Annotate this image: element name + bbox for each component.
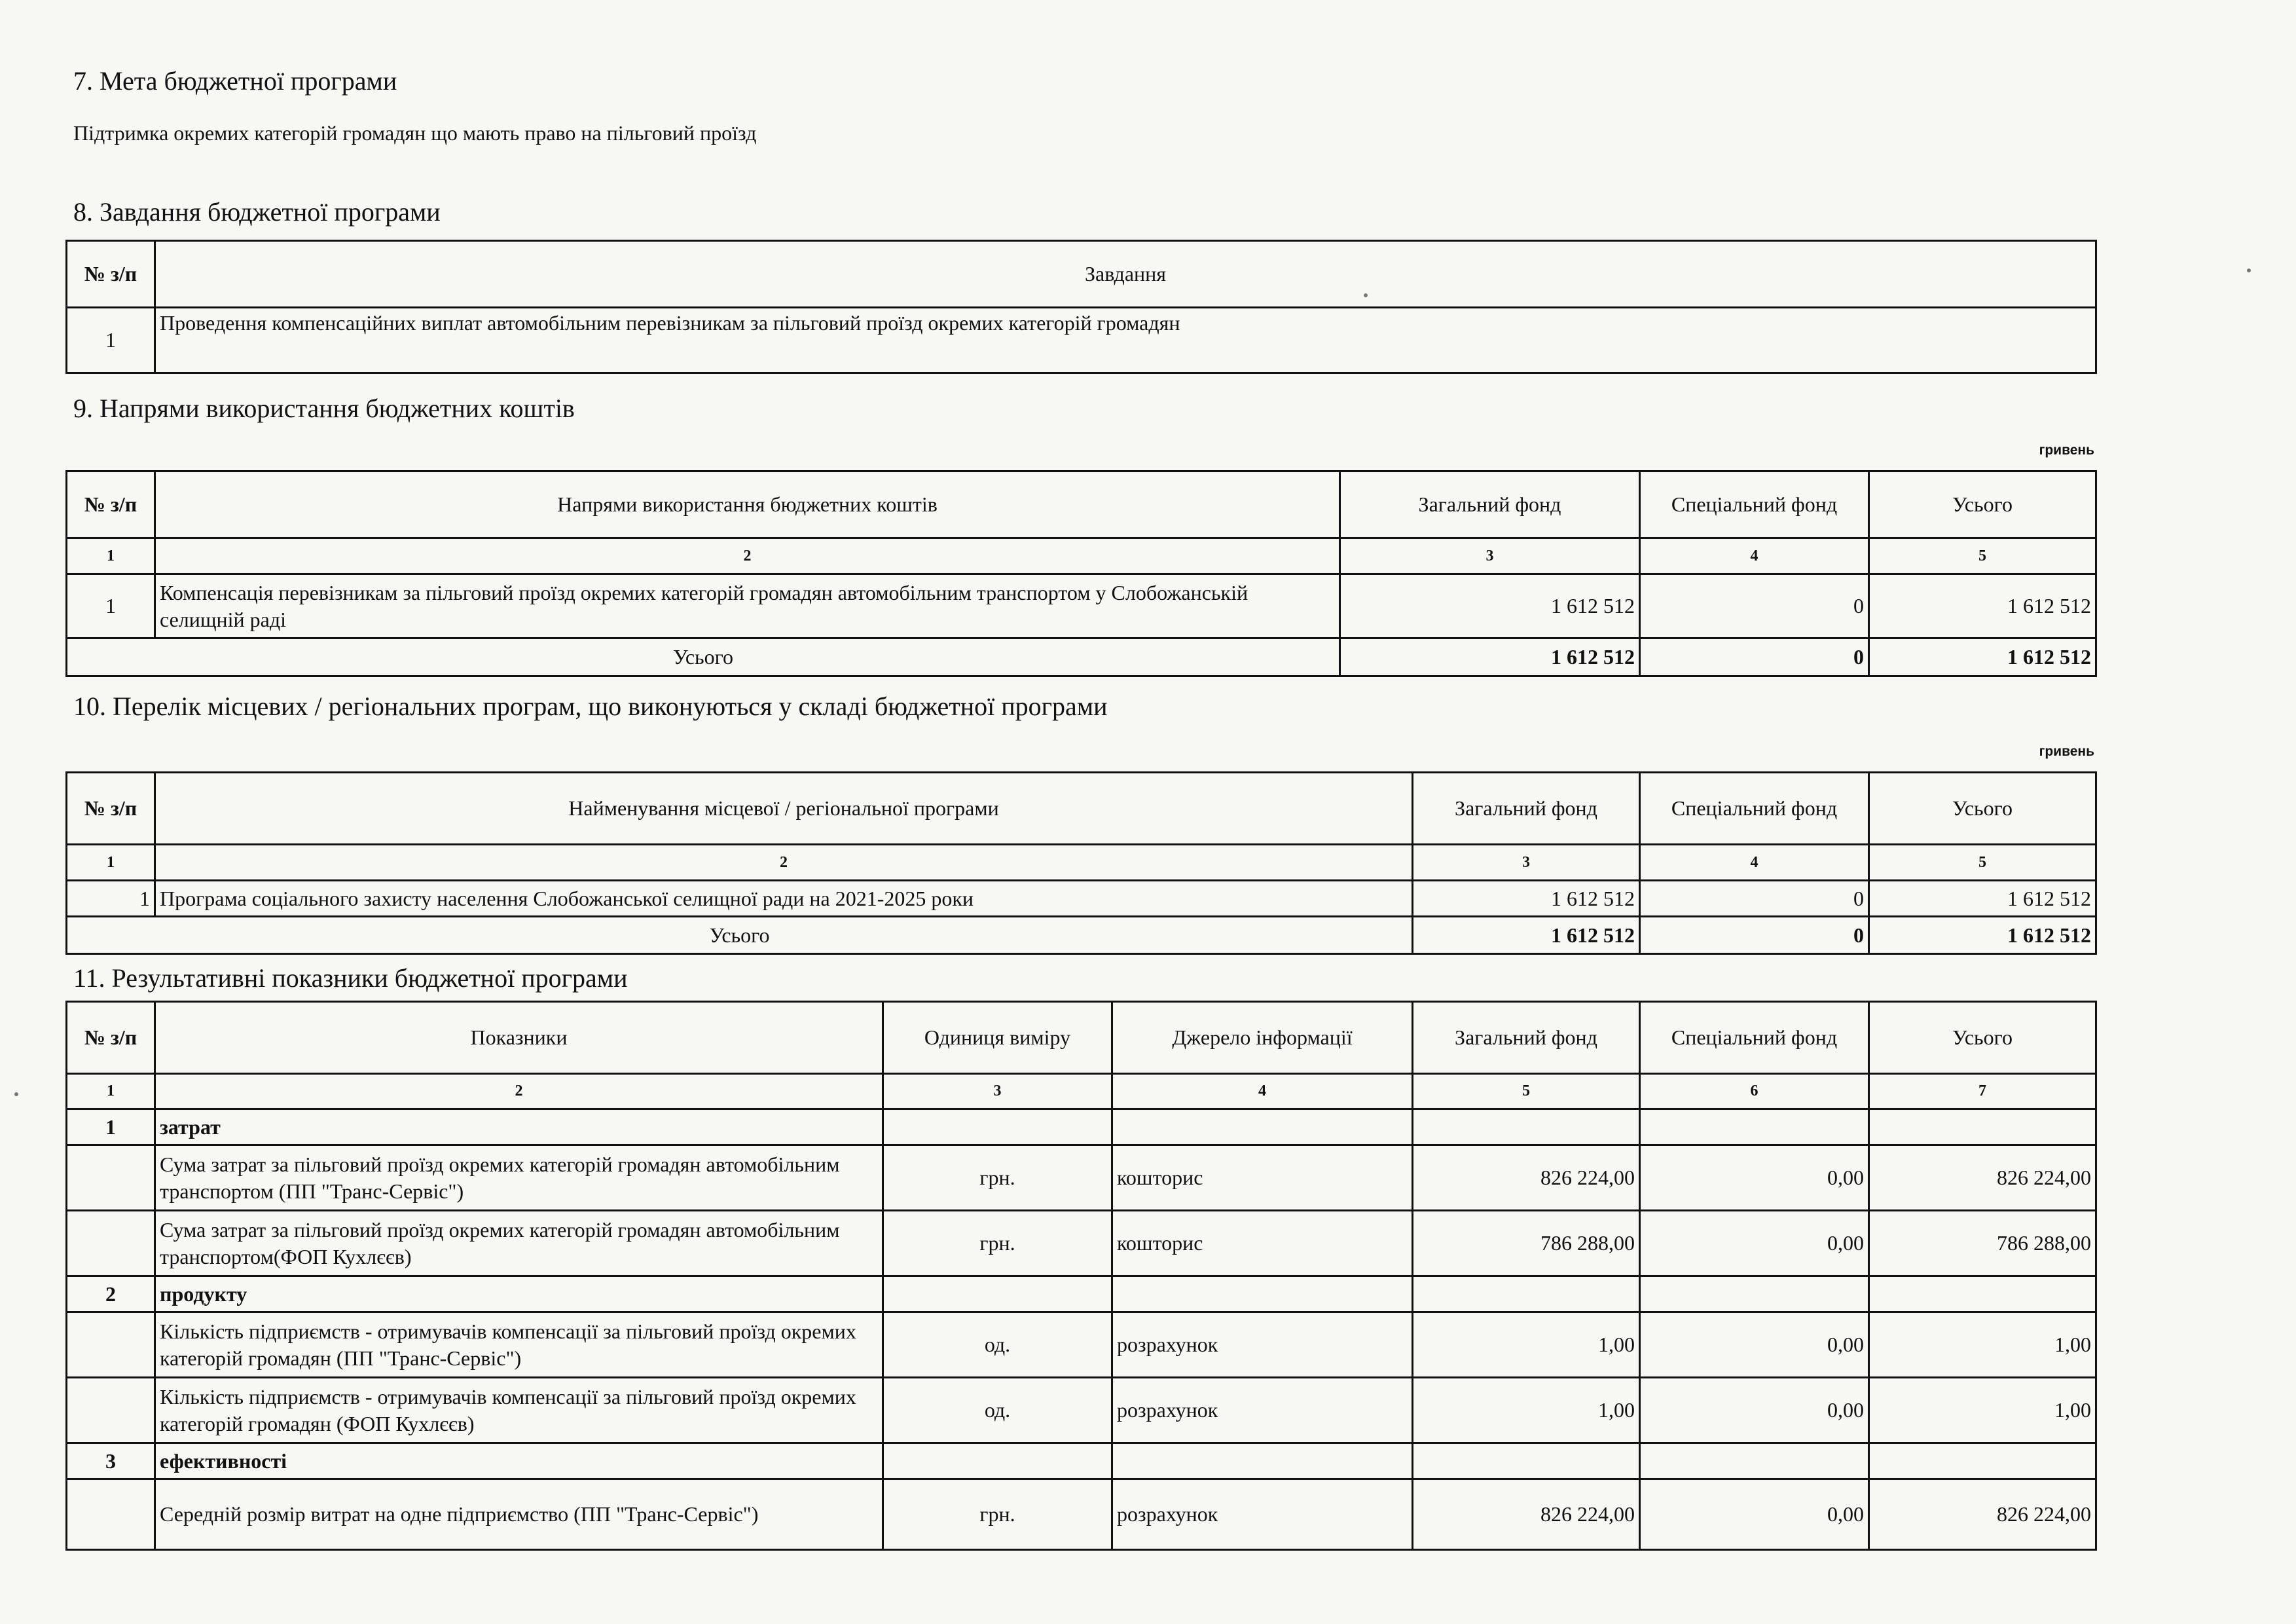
source-value: розрахунок <box>1112 1312 1413 1378</box>
currency-unit-label: гривень <box>2039 443 2094 458</box>
total-all: 1 612 512 <box>1869 638 2096 676</box>
group-row <box>67 1276 2096 1312</box>
column-number-row <box>67 538 2096 574</box>
table-row <box>67 1378 2096 1443</box>
row-no: 1 <box>67 881 155 917</box>
col-number: 4 <box>1640 845 1869 881</box>
special-fund-value: 0,00 <box>1640 1479 1869 1550</box>
col-header-total: Усього <box>1869 773 2096 845</box>
section-10-heading: 10. Перелік місцевих / регіональних програм, що виконуються у складі бюджетної програми <box>73 692 1108 721</box>
group-no: 2 <box>67 1276 155 1312</box>
budget-directions-table <box>65 470 2097 677</box>
col-number: 5 <box>1869 538 2096 574</box>
special-fund-value: 0 <box>1640 881 1869 917</box>
general-fund-value: 1 612 512 <box>1413 881 1640 917</box>
col-header-program-name: Найменування місцевої / регіональної програми <box>155 773 1413 845</box>
total-value: 1 612 512 <box>1869 574 2096 638</box>
total-general-fund: 1 612 512 <box>1413 917 1640 954</box>
table-row <box>67 1211 2096 1276</box>
source-value: кошторис <box>1112 1145 1413 1211</box>
direction-text: Компенсація перевізникам за пільговий проїзд окремих категорій громадян автомобільним транспортом у Слобожанській селищній раді <box>155 574 1340 638</box>
col-number: 6 <box>1640 1074 1869 1109</box>
general-fund-value: 1,00 <box>1413 1312 1640 1378</box>
col-header-special-fund: Спеціальний фонд <box>1640 773 1869 845</box>
tasks-table-header <box>67 241 2096 308</box>
special-fund-value: 0,00 <box>1640 1312 1869 1378</box>
total-row <box>67 638 2096 676</box>
col-number: 2 <box>155 845 1413 881</box>
col-number: 1 <box>67 1074 155 1109</box>
col-number: 5 <box>1413 1074 1640 1109</box>
total-special-fund: 0 <box>1640 917 1869 954</box>
col-number: 3 <box>883 1074 1112 1109</box>
scan-speck <box>1364 293 1368 297</box>
task-text: Проведення компенсаційних виплат автомобільним перевізникам за пільговий проїзд окремих категорій громадян <box>155 308 2096 373</box>
source-value: розрахунок <box>1112 1479 1413 1550</box>
col-header-special-fund: Спеціальний фонд <box>1640 471 1869 538</box>
col-number: 1 <box>67 845 155 881</box>
col-number: 2 <box>155 538 1340 574</box>
table-row <box>67 1145 2096 1211</box>
general-fund-value: 826 224,00 <box>1413 1145 1640 1211</box>
col-number: 7 <box>1869 1074 2096 1109</box>
scan-speck <box>2247 268 2251 272</box>
general-fund-value: 1,00 <box>1413 1378 1640 1443</box>
col-header-total: Усього <box>1869 1002 2096 1074</box>
total-value: 786 288,00 <box>1869 1211 2096 1276</box>
col-header-general-fund: Загальний фонд <box>1413 1002 1640 1074</box>
col-header-task: Завдання <box>155 241 2096 308</box>
col-number: 4 <box>1112 1074 1413 1109</box>
general-fund-value: 1 612 512 <box>1340 574 1640 638</box>
group-no: 1 <box>67 1109 155 1145</box>
unit-value: грн. <box>883 1479 1112 1550</box>
total-label: Усього <box>67 917 1413 954</box>
table-row <box>67 574 2096 638</box>
general-fund-value: 786 288,00 <box>1413 1211 1640 1276</box>
col-header-no: № з/п <box>67 471 155 538</box>
unit-value: грн. <box>883 1145 1112 1211</box>
section-7-goal-text: Підтримка окремих категорій громадян що мають право на пільговий проїзд <box>73 121 757 145</box>
source-value: кошторис <box>1112 1211 1413 1276</box>
currency-unit-label: гривень <box>2039 744 2094 759</box>
row-no: 1 <box>67 574 155 638</box>
col-header-source: Джерело інформації <box>1112 1002 1413 1074</box>
col-number: 3 <box>1340 538 1640 574</box>
total-value: 1,00 <box>1869 1378 2096 1443</box>
col-header-no: № з/п <box>67 773 155 845</box>
col-header-indicator: Показники <box>155 1002 883 1074</box>
col-header-special-fund: Спеціальний фонд <box>1640 1002 1869 1074</box>
indicator-text: Кількість підприємств - отримувачів компенсації за пільговий проїзд окремих категорій громадян (ФОП Кухлєєв) <box>155 1378 883 1443</box>
group-row <box>67 1443 2096 1479</box>
total-value: 1,00 <box>1869 1312 2096 1378</box>
col-header-general-fund: Загальний фонд <box>1413 773 1640 845</box>
program-name: Програма соціального захисту населення Слобожанської селищної ради на 2021-2025 роки <box>155 881 1413 917</box>
table-row <box>67 308 2096 373</box>
col-header-unit: Одиниця виміру <box>883 1002 1112 1074</box>
total-all: 1 612 512 <box>1869 917 2096 954</box>
row-no: 1 <box>67 308 155 373</box>
total-value: 1 612 512 <box>1869 881 2096 917</box>
scan-speck <box>14 1092 18 1096</box>
performance-indicators-table <box>65 1001 2097 1551</box>
table-row <box>67 1312 2096 1378</box>
column-number-row <box>67 1074 2096 1109</box>
indicator-text: Сума затрат за пільговий проїзд окремих категорій громадян автомобільним транспортом(ФОП Кухлєєв) <box>155 1211 883 1276</box>
table-row <box>67 881 2096 917</box>
group-name: ефективності <box>155 1443 883 1479</box>
total-value: 826 224,00 <box>1869 1145 2096 1211</box>
special-fund-value: 0 <box>1640 574 1869 638</box>
col-number: 5 <box>1869 845 2096 881</box>
group-name: продукту <box>155 1276 883 1312</box>
col-header-total: Усього <box>1869 471 2096 538</box>
total-row <box>67 917 2096 954</box>
col-header-general-fund: Загальний фонд <box>1340 471 1640 538</box>
column-number-row <box>67 845 2096 881</box>
local-programs-table <box>65 771 2097 955</box>
col-header-no: № з/п <box>67 241 155 308</box>
general-fund-value: 826 224,00 <box>1413 1479 1640 1550</box>
col-number: 2 <box>155 1074 883 1109</box>
special-fund-value: 0,00 <box>1640 1378 1869 1443</box>
col-number: 4 <box>1640 538 1869 574</box>
col-number: 1 <box>67 538 155 574</box>
total-label: Усього <box>67 638 1340 676</box>
tasks-table <box>65 240 2097 374</box>
section-11-heading: 11. Результативні показники бюджетної програми <box>73 963 628 993</box>
unit-value: грн. <box>883 1211 1112 1276</box>
group-row <box>67 1109 2096 1145</box>
total-special-fund: 0 <box>1640 638 1869 676</box>
total-value: 826 224,00 <box>1869 1479 2096 1550</box>
unit-value: од. <box>883 1378 1112 1443</box>
table-header <box>67 773 2096 845</box>
group-no: 3 <box>67 1443 155 1479</box>
total-general-fund: 1 612 512 <box>1340 638 1640 676</box>
indicator-text: Кількість підприємств - отримувачів компенсації за пільговий проїзд окремих категорій громадян (ПП "Транс-Сервіс") <box>155 1312 883 1378</box>
section-7-heading: 7. Мета бюджетної програми <box>73 66 397 96</box>
section-9-heading: 9. Напрями використання бюджетних коштів <box>73 394 575 423</box>
unit-value: од. <box>883 1312 1112 1378</box>
table-header <box>67 471 2096 538</box>
section-8-heading: 8. Завдання бюджетної програми <box>73 197 441 227</box>
special-fund-value: 0,00 <box>1640 1211 1869 1276</box>
col-header-direction: Напрями використання бюджетних коштів <box>155 471 1340 538</box>
source-value: розрахунок <box>1112 1378 1413 1443</box>
col-number: 3 <box>1413 845 1640 881</box>
indicator-text: Середній розмір витрат на одне підприємство (ПП "Транс-Сервіс") <box>155 1479 883 1550</box>
table-row <box>67 1479 2096 1550</box>
indicator-text: Сума затрат за пільговий проїзд окремих категорій громадян автомобільним транспортом (ПП "Транс-Сервіс") <box>155 1145 883 1211</box>
col-header-no: № з/п <box>67 1002 155 1074</box>
special-fund-value: 0,00 <box>1640 1145 1869 1211</box>
table-header <box>67 1002 2096 1074</box>
group-name: затрат <box>155 1109 883 1145</box>
